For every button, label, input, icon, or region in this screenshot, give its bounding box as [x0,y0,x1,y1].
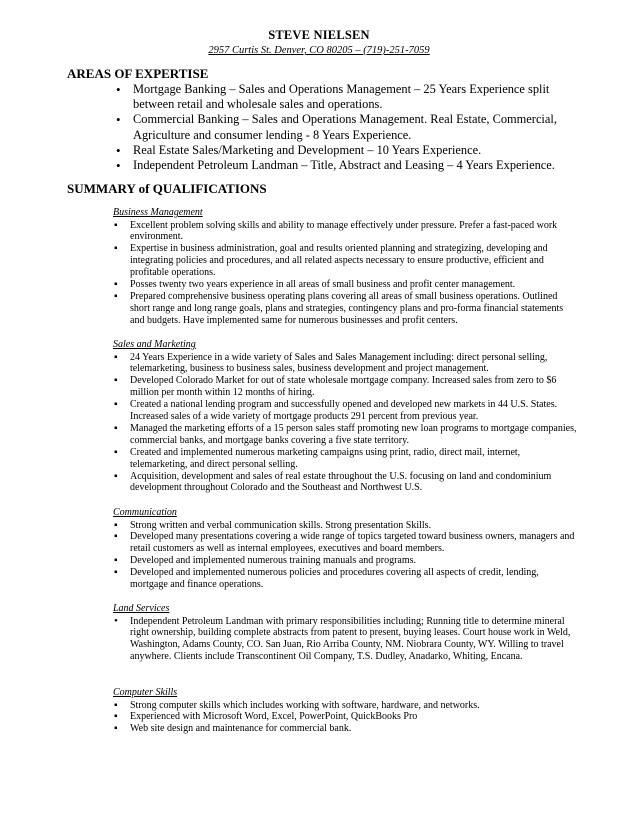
expertise-item: • Independent Petroleum Landman – Title, Abstract and Leasing – 4 Years Experience. [113,158,568,173]
section-title: Communication [113,507,177,518]
section-items [113,220,578,327]
list-item: ▪ Developed and implemented numerous policies and procedures covering all aspects of credit, lending, mortgage and finance operations. [113,567,578,591]
section-computer-skills [113,687,578,735]
section-title: Computer Skills [113,687,178,698]
section-items [113,520,578,591]
expertise-list [113,82,568,173]
section-title: Business Management [113,207,203,218]
section-business-management [113,207,578,327]
section-land-services [113,603,578,663]
list-item: ▪ Web site design and maintenance for commercial bank. [113,723,578,735]
expertise-item: • Mortgage Banking – Sales and Operations Management – 25 Years Experience split between retail and wholesale sales and operations. [113,82,568,112]
list-item: ▪ Developed many presentations covering a wide range of topics targeted toward business owners, managers and retail customers as well as internal employees, executives and board members. [113,531,578,555]
list-item: ▪ Excellent problem solving skills and ability to manage effectively under pressure. Prefer a fast-paced work environment. [113,220,578,244]
expertise-heading: AREAS OF EXPERTISE [67,66,209,81]
section-items [113,352,578,495]
section-title: Sales and Marketing [113,339,196,350]
list-item: ▪ Created and implemented numerous marketing campaigns using print, radio, direct mail, internet, telemarketing, and direct personal selling. [113,447,578,471]
expertise-item: • Real Estate Sales/Marketing and Development – 10 Years Experience. [113,143,568,158]
section-sales-marketing [113,339,578,494]
section-communication [113,507,578,591]
section-items [113,700,578,736]
list-item: ▪ Strong computer skills which includes working with software, hardware, and networks. [113,700,578,712]
list-item: ▪ Managed the marketing efforts of a 15 person sales staff promoting new loan programs to mortgage companies, commercial banks, and mortgage banks covering a five state territory. [113,423,578,447]
list-item: ▪ Experienced with Microsoft Word, Excel, PowerPoint, QuickBooks Pro [113,711,578,723]
candidate-name: STEVE NIELSEN [268,28,370,42]
list-item: ▪ Expertise in business administration, goal and results oriented planning and strategizing, developing and integrating policies and procedures, and all related aspects necessary to ensure productive, efficient and profitable operations. [113,243,578,279]
list-item: ▪ Developed Colorado Market for out of state wholesale mortgage company. Increased sales from zero to $6 million per month within 12 months of hiring. [113,375,578,399]
summary-heading: SUMMARY of QUALIFICATIONS [67,181,267,196]
list-item: ▪ Developed and implemented numerous training manuals and programs. [113,555,578,567]
list-item: ▪ Created a national lending program and successfully opened and developed new markets in 44 U.S. States. Increased sales of a wide variety of mortgage products 291 percent from previous year. [113,399,578,423]
expertise-item: • Commercial Banking – Sales and Operations Management. Real Estate, Commercial, Agriculture and consumer lending - 8 Years Experience. [113,112,568,142]
list-item: ▪ Strong written and verbal communication skills. Strong presentation Skills. [113,520,578,532]
list-item: ▪ Posses twenty two years experience in all areas of small business and profit center management. [113,279,578,291]
section-title: Land Services [113,603,170,614]
list-item: ▪ Acquisition, development and sales of real estate throughout the U.S. focusing on land and condominium development throughout Colorado and the Southeast and Northwest U.S. [113,471,578,495]
contact-line: 2957 Curtis St. Denver, CO 80205 – (719)-251-7059 [208,45,430,56]
list-item: ▪ Prepared comprehensive business operating plans covering all areas of small business operations. Outlined short range and long range goals, plans and strategies, contingency plans and pro-forma financial statements and budgets. Have implemented same for numerous businesses and profit centers. [113,291,578,327]
list-item: • Independent Petroleum Landman with primary responsibilities including; Running title to determine mineral right ownership, building complete abstracts from patent to present, buying leases. Court house work in Weld, Washington, Adams County, CO. San Juan, Rio Arriba County, NM. Niobrara County, WY. Willing to travel anywhere. Clients include Transcontinent Oil Company, T.S. Dudley, Anadarko, Whiting, Encana. [113,616,578,664]
section-items [113,616,578,664]
list-item: ▪ 24 Years Experience in a wide variety of Sales and Sales Management including: direct personal selling, telemarketing, business to business sales, business development and project management. [113,352,578,376]
